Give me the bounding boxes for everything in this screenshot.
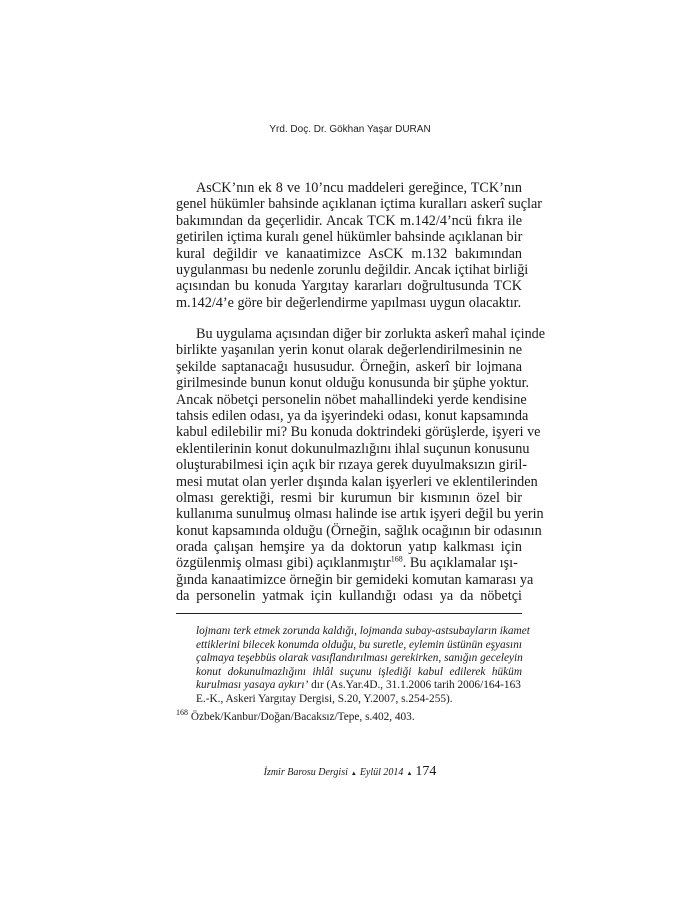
text-line: Ancak nöbetçi personelin nöbet mahallindeki yerde kendisine xyxy=(176,391,527,408)
text-line: mesi mutat olan yerler dışında kalan işyerleri ve eklentilerinden xyxy=(176,473,538,490)
text-line: şekilde saptanacağı hususudur. Örneğin, askerî bir lojmana xyxy=(176,358,522,375)
text-segment: . Bu açıklamalar ışı- xyxy=(402,555,518,572)
footnote-number: 168 xyxy=(176,708,188,718)
footnote-segment: dır (As.Yar.4D., 31.1.2006 tarih 2006/164-163 xyxy=(308,679,521,692)
text-line: oluşturabilmesi için açık bir rızaya gerek duyulmaksızın giril- xyxy=(176,457,528,474)
footnote-line: konut dokunulmazlığını ihlâl suçunu işlediği kabul edilerek hüküm xyxy=(196,665,522,678)
text-line: kabul edilebilir mi? Bu konuda doktrindeki görüşlerde, işyeri ve xyxy=(176,424,541,441)
text-line: AsCK’nın ek 8 ve 10’ncu maddeleri gereğince, TCK’nın xyxy=(196,180,522,196)
page-footer xyxy=(0,764,700,780)
text-line: ğında kanaatimizce örneğin bir gemideki komutan kamarası ya xyxy=(176,571,534,588)
text-line: açısından bu konuda Yargıtay kararları doğrultusunda TCK xyxy=(176,278,522,295)
issue-date: Eylül 2014 xyxy=(359,767,404,778)
text-line: m.142/4’e göre bir değerlendirme yapılması uygun olacaktır. xyxy=(176,294,522,311)
running-header: Yrd. Doç. Dr. Gökhan Yaşar DURAN xyxy=(269,124,431,135)
text-line: kural değildir ve kanaatimizce AsCK m.132 bakımından xyxy=(176,245,522,262)
text-segment: özgülenmiş olması gibi) açıklanmıştır xyxy=(176,555,391,572)
footnote-line: çalmaya teşebbüs olarak vasıflandırılması gerekirken, sanığın geceleyin xyxy=(196,652,523,665)
page-number: 174 xyxy=(415,764,437,779)
text-line: uygulanması bu nedenle zorunlu değildir. Ancak içtihat birliği xyxy=(176,261,529,278)
footnote-line: ettiklerini bilecek konumda olduğu, bu suretle, eylemin üstünün eşyasını xyxy=(196,638,522,651)
paragraph-1 xyxy=(176,180,542,311)
text-line: orada çalışan hemşire ya da doktorun yatıp kalkması için xyxy=(176,539,522,556)
text-line: birlikte yaşanılan yerin konut olarak değerlendirilmesinin ne xyxy=(176,342,522,359)
text-line: eklentilerinin konut dokunulmazlığını ihlal suçunun konusunu xyxy=(176,440,530,457)
text-line: getirilen içtima kuralı genel hükümler bahsinde açıklanan bir xyxy=(176,229,523,246)
footnote-line: E.-K., Askeri Yargıtay Dergisi, S.20, Y.2007, s.254-255). xyxy=(196,692,453,705)
text-line: Bu uygulama açısından diğer bir zorlukta askerî mahal içinde xyxy=(196,326,546,342)
text-line: olması gerektiği, resmi bir kurumun bir kısmının özel bir xyxy=(176,489,522,506)
text-line: tahsis edilen odası, ya da işyerindeki odası, konut kapsamında xyxy=(176,407,529,424)
footnote-continuation xyxy=(196,625,530,707)
footnote-separator xyxy=(176,613,522,614)
triangle-icon: ▲ xyxy=(350,771,357,777)
text-line: konut kapsamında olduğu (Örneğin, sağlık ocağının bir odasının xyxy=(176,522,542,539)
triangle-icon: ▲ xyxy=(406,771,413,777)
journal-name: İzmir Barosu Dergisi xyxy=(263,767,348,778)
footnote-italic-segment: kurulması yasaya aykırı’ xyxy=(196,679,309,692)
text-line: genel hükümler bahsinde açıklanan içtima kuralları askerî suçlar xyxy=(176,196,542,213)
text-line: da personelin yatmak için kullandığı odası ya da nöbetçi xyxy=(176,588,522,605)
footnote-ref-168[interactable]: 168 xyxy=(390,554,403,564)
text-line: girilmesinde bunun konut olduğu konusunda bir şüphe yoktur. xyxy=(176,375,530,392)
footnote-text: Özbek/Kanbur/Doğan/Bacaksız/Tepe, s.402, 403. xyxy=(188,711,415,723)
text-line: bakımından da geçerlidir. Ancak TCK m.142/4’ncü fıkra ile xyxy=(176,212,522,229)
text-line: kullanıma sunulmuş olması halinde ise artık işyeri değil bu yerin xyxy=(176,506,544,523)
text-line xyxy=(176,555,522,571)
text-segment xyxy=(176,555,518,571)
paragraph-2 xyxy=(176,326,546,605)
footnote-line xyxy=(196,679,522,693)
footnote-168 xyxy=(176,708,415,723)
footnote-line: lojmanı terk etmek zorunda kaldığı, lojmanda subay-astsubayların ikamet xyxy=(196,625,530,637)
